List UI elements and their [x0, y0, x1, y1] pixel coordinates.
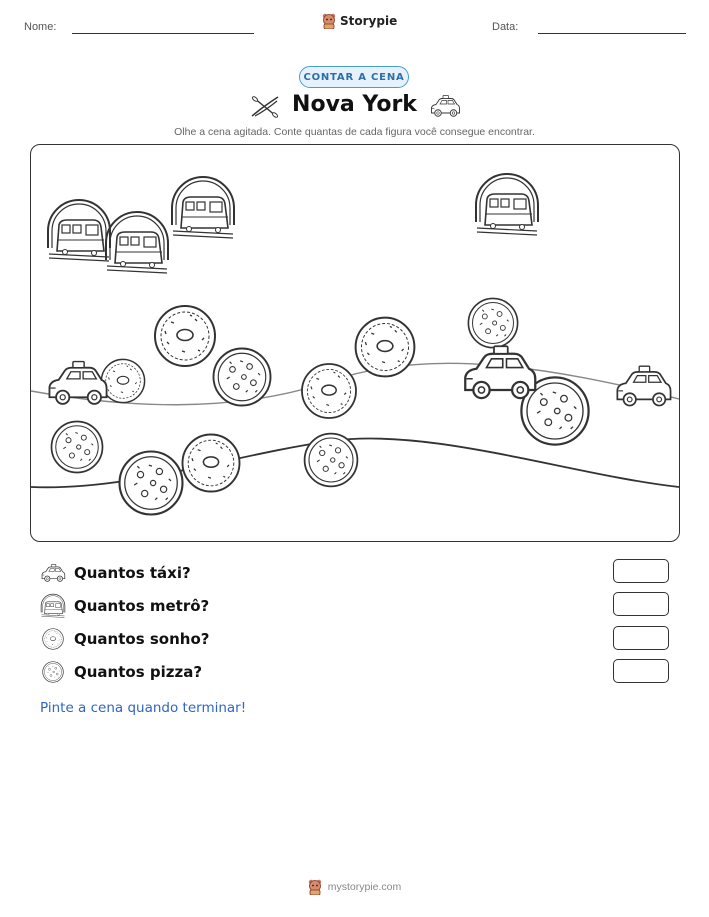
question-row-subway	[40, 592, 209, 620]
counting-scene	[30, 144, 680, 542]
activity-badge: CONTAR A CENA	[299, 66, 409, 88]
answer-box-pizza[interactable]	[613, 659, 669, 683]
taxi	[49, 362, 106, 404]
pizza	[305, 434, 358, 487]
brand-name: Storypie	[340, 14, 398, 28]
coloring-note: Pinte a cena quando terminar!	[40, 700, 247, 716]
page-title: Nova York	[292, 92, 417, 117]
donut	[302, 364, 356, 418]
pizza	[120, 452, 183, 515]
taxi-title-icon	[428, 94, 462, 118]
question-row-donut	[40, 625, 209, 653]
question-label: Quantos táxi?	[74, 564, 191, 582]
subway-train	[48, 200, 110, 261]
footer-url: mystorypie.com	[327, 881, 402, 893]
name-label: Nome:	[24, 21, 57, 33]
scene-illustration	[31, 145, 679, 541]
question-label: Quantos pizza?	[74, 663, 203, 681]
question-label: Quantos metrô?	[74, 597, 210, 615]
brand-logo	[322, 13, 397, 29]
donut	[101, 359, 144, 402]
name-field[interactable]	[72, 33, 254, 34]
instructions-text: Olhe a cena agitada. Conte quantas de cada figura você consegue encontrar.	[174, 126, 535, 138]
pizza	[468, 298, 517, 347]
taxi-icon	[40, 563, 66, 583]
storypie-mascot-icon	[308, 879, 322, 895]
answer-box-donut[interactable]	[613, 626, 669, 650]
footer	[0, 879, 709, 895]
pizza	[214, 349, 271, 406]
subway-train	[172, 177, 234, 238]
subway-train	[476, 174, 538, 235]
pizza-icon	[40, 661, 66, 683]
donut-icon	[40, 628, 66, 650]
donut	[183, 435, 240, 492]
date-field[interactable]	[538, 33, 686, 34]
pizza	[52, 422, 103, 473]
taxi	[617, 366, 670, 405]
donut	[155, 306, 215, 366]
question-row-pizza	[40, 658, 202, 686]
answer-box-taxi[interactable]	[613, 559, 669, 583]
question-row-taxi	[40, 559, 191, 587]
question-label: Quantos sonho?	[74, 630, 210, 648]
taxi	[465, 346, 535, 398]
subway-icon	[40, 593, 66, 619]
date-label: Data:	[492, 21, 519, 33]
donut	[356, 318, 415, 377]
answer-box-subway[interactable]	[613, 592, 669, 616]
subway-train	[106, 212, 168, 273]
storypie-mascot-icon	[322, 13, 336, 29]
